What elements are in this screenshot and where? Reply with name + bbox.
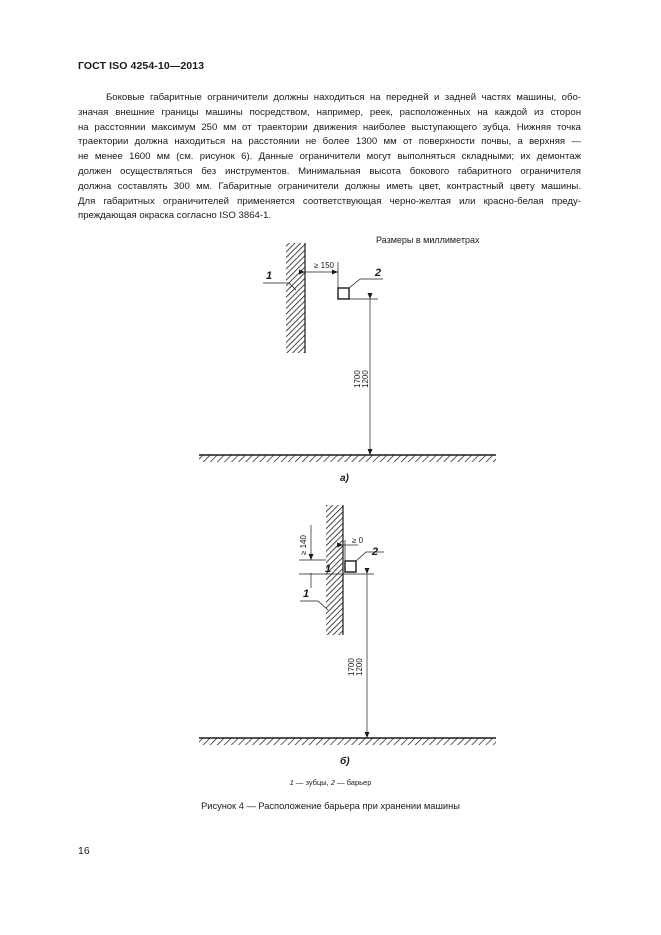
page-number: 16 — [78, 845, 90, 857]
dim-horizontal-b: ≥ 0 — [352, 536, 364, 545]
dim-height-top-b: 1700 — [347, 658, 356, 676]
callout-1-a: 1 — [266, 270, 273, 282]
ground-hatch-b — [199, 738, 496, 745]
tines-hatch-a — [286, 243, 305, 353]
paragraph-line: не менее 1600 мм (см. рисунок 6). Данные ограничители могут выполняться складными; их демонтаж — [78, 151, 581, 163]
figure-b — [199, 505, 496, 767]
paragraph-line: Боковые габаритные ограничители должны находиться на передней и задней частях машины, обо- — [106, 92, 581, 103]
paragraph-line: на расстоянии максимум 250 мм от траектории движения наиболее выступающего зубца. Нижняя точка — [78, 121, 581, 133]
standard-header: ГОСТ ISO 4254-10—2013 — [78, 60, 205, 72]
paragraph-line: должен осуществляться без инструментов. Минимальная высота бокового габаритного ограничителя — [78, 165, 581, 177]
units-note: Размеры в миллиметрах — [376, 235, 480, 245]
ground-hatch-a — [199, 455, 496, 462]
dim-height-bottom-a: 1200 — [361, 370, 370, 388]
paragraph-line: преждающая окраска согласно ISO 3864-1. — [78, 210, 272, 222]
callout-2-a: 2 — [375, 267, 382, 279]
dim-height-bottom-b: 1200 — [355, 658, 364, 676]
dim-height-top-a: 1700 — [353, 370, 362, 388]
legend-text-2: — барьер — [334, 778, 372, 787]
figure-legend — [0, 778, 661, 787]
figure-caption: Рисунок 4 — Расположение барьера при хранении машины — [201, 801, 460, 811]
figure-label-b: б) — [340, 756, 350, 767]
legend-num-1: 1 — [289, 778, 294, 787]
paragraph-line: траектории должна находиться на расстоянии не более 1300 мм от поверхности почвы, а верхняя — — [78, 136, 581, 148]
figure-label-a: а) — [340, 473, 349, 484]
paragraph-line: должна составлять 300 мм. Габаритные ограничители должны иметь цвет, контрастный цвету машины. — [78, 180, 581, 192]
legend-text-1: — зубцы, — [293, 778, 331, 787]
callout-1b-b: 1 — [325, 563, 332, 575]
barrier-b — [345, 561, 356, 572]
figure-a — [199, 243, 496, 484]
callout-2-b: 2 — [372, 546, 379, 558]
legend-num-2: 2 — [330, 778, 335, 787]
paragraph-line: Для габаритных ограничителей применяется соответствующая черно-желтая или красно-белая преду- — [78, 195, 581, 207]
callout-1-b: 1 — [303, 588, 310, 600]
paragraph-line: значая внешние границы машины посредством, например, реек, расположенных на каждой из сторон — [78, 106, 581, 118]
barrier-a — [338, 288, 349, 299]
dim-vertical-b: ≥ 140 — [299, 535, 308, 555]
dim-horizontal-a: ≥ 150 — [314, 261, 334, 270]
